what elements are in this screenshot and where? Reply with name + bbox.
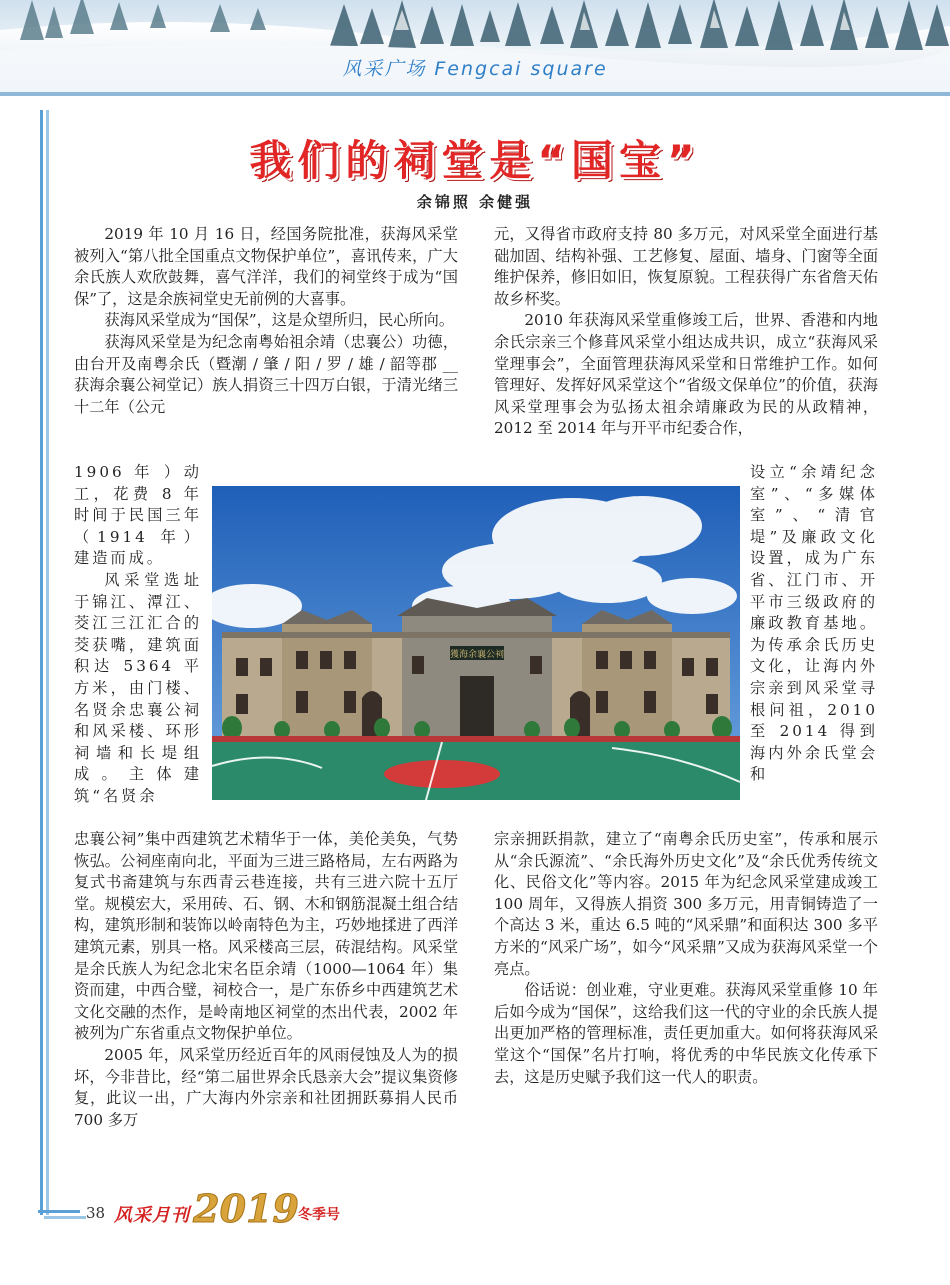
footer-rule-left	[38, 1210, 80, 1213]
paragraph: 设立“余靖纪念室”、“多媒体室”、“清官堤”及廉政文化设置，成为广东省、江门市、开平市三级政府的廉政教育基地。为传承余氏历史文化，让海内外宗亲到风采堂寻根问祖，2010 至 2014 得到海内外余氏堂会和	[750, 463, 878, 784]
paragraph: 2019 年 10 月 16 日，经国务院批准，获海风采堂被列入“第八批全国重点文物保护单位”，喜讯传来，广大余氏族人欢欣鼓舞，喜气洋洋，我们的祠堂终于成为“国保”了，这是余族祠堂史无前例的大喜事。	[74, 225, 458, 308]
paragraph: 俗话说：创业难，守业更难。获海风采堂重修 10 年后如今成为“国保”，这给我们这一代的守业的余氏族人提出更加严格的管理标准，责任更加重大。如何将获海风采堂这个“国保”名片打响，将优秀的中华民族文化传承下去，这是历史赋予我们这一代人的职责。	[494, 981, 878, 1086]
article-authors: 余锦照 余健强	[416, 193, 534, 211]
section-label: 风采广场 Fengcai square	[342, 58, 608, 80]
ancestral-hall-photo	[212, 486, 740, 800]
footer-rule-left-inner	[44, 1216, 86, 1219]
paragraph: 2010 年获海风采堂重修竣工后，世界、香港和内地余氏宗亲三个修葺风采堂小组达成共识，成立“获海风采堂理事会”，全面管理获海风采堂和日常维护工作。如何管理好、发挥好风采堂这个“省级文保单位”的价值，获海风采堂理事会为弘扬太祖余靖廉政为民的从政精神，2012 至 2014 年与开平市纪委合作，	[494, 311, 878, 438]
building	[222, 598, 730, 736]
left-border-line	[40, 110, 43, 1215]
paragraph: 忠襄公祠”集中西建筑艺术精华于一体，美伦美奂，气势恢弘。公祠座南向北，平面为三进三路格局，左右两路为复式书斋建筑与东西青云巷连接，共有三进六院十五厅堂。规模宏大，采用砖、石、钢、木和钢筋混凝土组合结构，建筑形制和装饰以岭南特色为主，巧妙地揉进了西洋建筑元素，别具一格。风采楼高三层，砖混结构。风采堂是余氏族人为纪念北宋名臣余靖（1000—1064 年）集资而建，中西合璧，祠校合一，是广东侨乡中西建筑艺术文化交融的杰作，是岭南地区祠堂的杰出代表，2002 年被列为广东省重点文物保护单位。	[74, 830, 458, 1043]
year-emblem-logo	[193, 1186, 299, 1231]
header-divider	[0, 92, 950, 96]
right-column-bottom	[494, 829, 878, 1088]
paragraph: 宗亲拥跃捐款，建立了“南粤余氏历史室”，传承和展示从“余氏源流”、“余氏海外历史文化”及“余氏优秀传统文化、民俗文化”等内容。2015 年为纪念风采堂建成竣工 100 周年，又得族人捐资 300 多万元，用青铜铸造了一个高达 3 米，重达 6.5 吨的“风采鼎”和面积达 300 多平方米的“风采广场”，如今“风采鼎”又成为获海风采堂一个亮点。	[494, 830, 878, 978]
plaque-text: 獲海余襄公祠	[449, 650, 505, 660]
paragraph: 1906 年 ）动工，花费 8 年时间于民国三年（1914 年）建造而成。	[74, 463, 202, 568]
left-column-narrow	[74, 462, 202, 808]
paragraph: 获海风采堂成为“国保”，这是众望所归，民心所向。	[104, 311, 455, 330]
right-column-narrow	[750, 462, 878, 786]
paragraph: 2005 年，风采堂历经近百年的风雨侵蚀及人为的损坏，今非昔比，经“第二届世界余氏恳亲大会”提议集资修复，此议一出，广大海内外宗亲和社团拥跃募捐人民币 700 多万	[74, 1045, 458, 1129]
right-column-top	[494, 224, 878, 440]
left-border-line-inner	[46, 110, 49, 1215]
left-column-top	[74, 224, 458, 418]
left-column-bottom	[74, 829, 458, 1131]
header-banner	[0, 0, 950, 92]
paragraph: 风采堂选址于锦江、潭江、茭江三江汇合的茭获嘴，建筑面积达 5364 平方米，由门楼、名贤余忠襄公祠和风采楼、环形祠墙和长堤组成。主体建筑“名贤余	[74, 570, 202, 805]
magazine-name: 风采月刊	[114, 1205, 190, 1226]
page-number: 38	[86, 1204, 106, 1222]
article-title: 我们的祠堂是“国宝”	[249, 136, 701, 185]
paragraph: 获海风采堂是为纪念南粤始祖余靖（忠襄公）功德，由台开及南粤余氏（暨潮 / 肇 / 阳 / 罗 / 雄 / 韶等郡 __ 获海余襄公祠堂记）族人捐资三十四万白银，于清光绪三十二年（公元	[74, 332, 458, 416]
issue-label: 冬季号	[298, 1207, 340, 1223]
paragraph: 元，又得省市政府支持 80 多万元，对风采堂全面进行基础加固、结构补强、工艺修复、屋面、墙身、门窗等全面维护保养，修旧如旧，恢复原貌。工程获得广东省詹天佑故乡杯奖。	[494, 225, 878, 308]
svg-text:2019: 2019	[193, 1186, 299, 1231]
